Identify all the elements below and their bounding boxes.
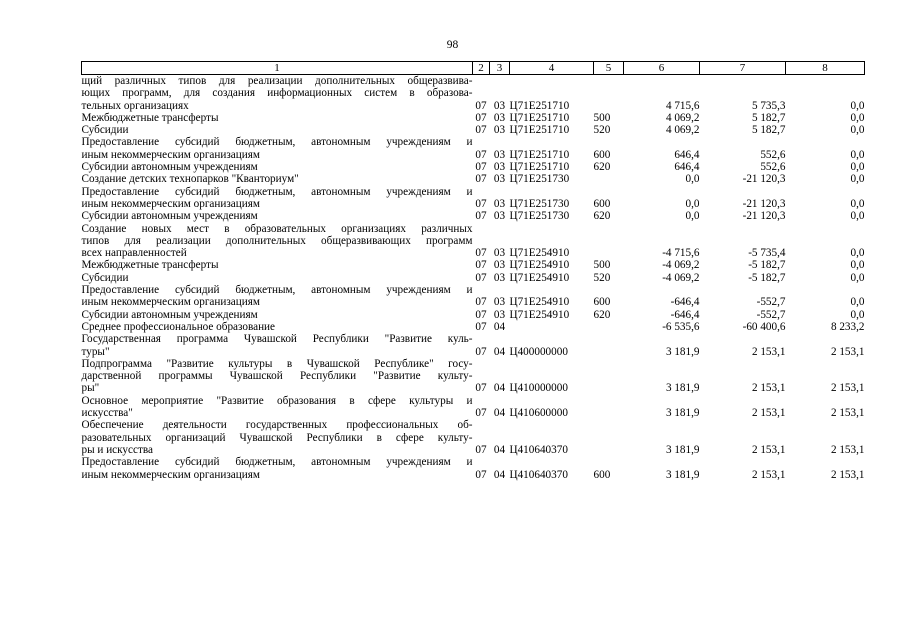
amount-col-6: 4 715,6 (665, 99, 700, 112)
section-code: 07 (475, 443, 487, 456)
column-header-6: 6 (624, 62, 700, 75)
subsection-code: 03 (493, 308, 506, 321)
target-article-code (510, 321, 594, 333)
row-description (82, 124, 473, 136)
description-line: Субсидии автономным учреждениям (81, 161, 258, 174)
table-row (82, 321, 865, 333)
description-line: дарственной программы Чувашской Республики "Развитие культу- (81, 370, 473, 383)
amount-col-7: 552,6 (760, 161, 786, 174)
description-line: Основное мероприятие "Развитие образования в сфере культуры и (81, 394, 473, 407)
table-row (82, 272, 865, 284)
amount-col-8: 2 153,1 (830, 443, 865, 456)
amount-col-6: 0,0 (685, 210, 700, 223)
amount-col-8: 0,0 (850, 296, 865, 309)
expense-type-code (594, 75, 624, 112)
description-line: Субсидии (81, 124, 129, 137)
expense-type-code (594, 173, 624, 185)
amount-col-8: 2 153,1 (830, 468, 865, 481)
table-row (82, 309, 865, 321)
column-header-7: 7 (700, 62, 786, 75)
amount-col-6: -646,4 (670, 308, 700, 321)
subsection-code: 03 (493, 271, 506, 284)
amount-col-8: 0,0 (850, 308, 865, 321)
column-header-3: 3 (490, 62, 510, 75)
subsection-code: 04 (493, 382, 506, 395)
row-description (82, 358, 473, 395)
description-line: Создание новых мест в образовательных организациях различных (81, 222, 473, 235)
row-description (82, 161, 473, 173)
description-line: Среднее профессиональное образование (81, 320, 276, 333)
table-row (82, 456, 865, 481)
amount-col-7: 2 153,1 (751, 407, 786, 420)
row-description (82, 186, 473, 211)
expense-type-code (594, 358, 624, 395)
row-description (82, 272, 473, 284)
description-line: Субсидии автономным учреждениям (81, 308, 258, 321)
amount-col-7: -552,7 (756, 308, 786, 321)
table-row (82, 395, 865, 420)
expense-type-code (594, 395, 624, 420)
description-line: щий различных типов для реализации дополнительных общеразвива- (81, 75, 473, 87)
description-line: Межбюджетные трансферты (81, 259, 219, 272)
section-code: 07 (475, 99, 487, 112)
amount-col-6: 646,4 (674, 148, 700, 161)
target-article-code: Ц410640370 (509, 468, 568, 481)
table-row (82, 75, 865, 112)
amount-col-6: 3 181,9 (665, 382, 700, 395)
description-line: Предоставление субсидий бюджетным, автономным учреждениям и (81, 284, 473, 297)
expense-type-code: 500 (593, 259, 611, 272)
section-code: 07 (475, 124, 487, 137)
amount-col-7: 2 153,1 (751, 443, 786, 456)
section-code: 07 (475, 173, 487, 186)
description-line: Предоставление субсидий бюджетным, автономным учреждениям и (81, 185, 473, 198)
amount-col-8: 0,0 (850, 111, 865, 124)
description-line: иным некоммерческим организациям (81, 148, 260, 161)
row-description (82, 333, 473, 358)
section-code: 07 (475, 308, 487, 321)
subsection-code: 03 (493, 173, 506, 186)
subsection-code: 03 (493, 259, 506, 272)
expense-type-code (594, 223, 624, 260)
target-article-code: Ц410640370 (509, 443, 568, 456)
row-description (82, 259, 473, 271)
description-line: Субсидии автономным учреждениям (81, 210, 258, 223)
amount-col-6: 4 069,2 (665, 124, 700, 137)
section-code: 07 (475, 407, 487, 420)
column-header-8: 8 (786, 62, 865, 75)
amount-col-7: -60 400,6 (742, 320, 786, 333)
expense-type-code: 600 (593, 197, 611, 210)
subsection-code: 03 (493, 161, 506, 174)
target-article-code: Ц71Е251710 (509, 148, 570, 161)
target-article-code: Ц71Е254910 (509, 308, 570, 321)
amount-col-7: 2 153,1 (751, 345, 786, 358)
amount-col-6: 0,0 (685, 197, 700, 210)
description-line: Подпрограмма "Развитие культуры в Чувашской Республике" госу- (81, 357, 473, 370)
amount-col-8: 0,0 (850, 99, 865, 112)
amount-col-7: -552,7 (756, 296, 786, 309)
amount-col-6: 3 181,9 (665, 468, 700, 481)
target-article-code: Ц71Е251710 (509, 99, 570, 112)
row-description (82, 173, 473, 185)
expense-type-code: 620 (593, 161, 611, 174)
page-number: 98 (446, 39, 459, 51)
amount-col-8: 2 153,1 (830, 407, 865, 420)
amount-col-8: 0,0 (850, 148, 865, 161)
section-code: 07 (475, 247, 487, 260)
row-description (82, 75, 473, 112)
amount-col-6: 0,0 (685, 173, 700, 186)
amount-col-8: 0,0 (850, 161, 865, 174)
amount-col-8: 0,0 (850, 259, 865, 272)
column-header-5: 5 (594, 62, 624, 75)
amount-col-7: -5 182,7 (748, 259, 786, 272)
table-row (82, 186, 865, 211)
section-code: 07 (475, 345, 487, 358)
expense-type-code: 600 (593, 148, 611, 161)
amount-col-6: -4 715,6 (662, 247, 700, 260)
description-line: Обеспечение деятельности государственных профессиональных об- (81, 419, 473, 432)
subsection-code: 04 (493, 320, 506, 333)
target-article-code: Ц71Е251730 (509, 197, 570, 210)
target-article-code: Ц71Е254910 (509, 247, 570, 260)
subsection-code: 03 (493, 124, 506, 137)
section-code: 07 (475, 320, 487, 333)
description-line: ры и искусства (81, 443, 153, 456)
subsection-code: 04 (493, 407, 506, 420)
row-description (82, 309, 473, 321)
amount-col-8: 0,0 (850, 173, 865, 186)
description-line: Государственная программа Чувашской Республики "Развитие куль- (81, 333, 473, 346)
header-row (82, 62, 865, 75)
description-line: ры" (81, 382, 100, 395)
description-line: Предоставление субсидий бюджетным, автономным учреждениям и (81, 136, 473, 149)
row-description (82, 419, 473, 456)
amount-col-6: -4 069,2 (662, 259, 700, 272)
subsection-code: 03 (493, 296, 506, 309)
description-line: ющих программ, для создания информационных систем в образова- (81, 87, 473, 100)
amount-col-6: -646,4 (670, 296, 700, 309)
expense-type-code (594, 333, 624, 358)
section-code: 07 (475, 259, 487, 272)
expense-type-code (594, 419, 624, 456)
subsection-code: 04 (493, 468, 506, 481)
description-line: Межбюджетные трансферты (81, 111, 219, 124)
amount-col-6: 3 181,9 (665, 345, 700, 358)
table-row (82, 223, 865, 260)
description-line: иным некоммерческим организациям (81, 468, 260, 481)
expense-type-code: 520 (593, 124, 611, 137)
table-row (82, 136, 865, 161)
amount-col-8: 0,0 (850, 271, 865, 284)
expense-type-code: 620 (593, 210, 611, 223)
section-code: 07 (475, 197, 487, 210)
table-row (82, 210, 865, 222)
expense-type-code: 600 (593, 296, 611, 309)
table-row (82, 284, 865, 309)
amount-col-6: 646,4 (674, 161, 700, 174)
subsection-code: 03 (493, 111, 506, 124)
expense-type-code (594, 321, 624, 333)
target-article-code: Ц71Е251710 (509, 124, 570, 137)
amount-col-8: 0,0 (850, 124, 865, 137)
budget-table (81, 61, 865, 481)
row-description (82, 112, 473, 124)
description-line: Субсидии (81, 271, 129, 284)
amount-col-7: -5 182,7 (748, 271, 786, 284)
amount-col-6: 3 181,9 (665, 407, 700, 420)
section-code: 07 (475, 468, 487, 481)
amount-col-7: 2 153,1 (751, 468, 786, 481)
description-line: иным некоммерческим организациям (81, 197, 260, 210)
description-line: разовательных организаций Чувашской Республики в сфере культу- (81, 431, 473, 444)
subsection-code: 04 (493, 345, 506, 358)
amount-col-7: 2 153,1 (751, 382, 786, 395)
section-code: 07 (475, 210, 487, 223)
column-header-1: 1 (82, 62, 473, 75)
description-line: Создание детских технопарков "Кванториум" (81, 173, 299, 186)
amount-col-7: -21 120,3 (742, 210, 786, 223)
amount-col-8: 2 153,1 (830, 345, 865, 358)
row-description (82, 223, 473, 260)
section-code: 07 (475, 111, 487, 124)
target-article-code: Ц410000000 (509, 382, 568, 395)
description-line: туры" (81, 345, 110, 358)
amount-col-8: 2 153,1 (830, 382, 865, 395)
table-row (82, 161, 865, 173)
description-line: Предоставление субсидий бюджетным, автономным учреждениям и (81, 456, 473, 469)
section-code: 07 (475, 382, 487, 395)
amount-col-6: 4 069,2 (665, 111, 700, 124)
amount-col-6: -4 069,2 (662, 271, 700, 284)
subsection-code: 03 (493, 247, 506, 260)
target-article-code: Ц71Е251710 (509, 111, 570, 124)
amount-col-7: -21 120,3 (742, 173, 786, 186)
target-article-code: Ц400000000 (509, 345, 568, 358)
subsection-code: 03 (493, 148, 506, 161)
table-row (82, 419, 865, 456)
subsection-code: 03 (493, 210, 506, 223)
section-code: 07 (475, 161, 487, 174)
description-line: типов для реализации дополнительных общеразвивающих программ (81, 234, 473, 247)
description-line: всех направленностей (81, 247, 187, 260)
expense-type-code: 620 (593, 308, 611, 321)
column-header-2: 2 (473, 62, 490, 75)
table-row (82, 358, 865, 395)
row-description (82, 136, 473, 161)
amount-col-8: 8 233,2 (830, 320, 865, 333)
amount-col-7: -5 735,4 (748, 247, 786, 260)
expense-type-code: 520 (593, 271, 611, 284)
table-row (82, 124, 865, 136)
table-row (82, 173, 865, 185)
row-description (82, 395, 473, 420)
target-article-code: Ц71Е254910 (509, 296, 570, 309)
section-code: 07 (475, 271, 487, 284)
target-article-code: Ц410600000 (509, 407, 568, 420)
description-line: иным некоммерческим организациям (81, 296, 260, 309)
amount-col-8: 0,0 (850, 210, 865, 223)
amount-col-7: 5 182,7 (751, 124, 786, 137)
row-description (82, 284, 473, 309)
amount-col-6: 3 181,9 (665, 443, 700, 456)
expense-type-code: 600 (593, 468, 611, 481)
table-row (82, 333, 865, 358)
target-article-code: Ц71Е254910 (509, 259, 570, 272)
table-row (82, 259, 865, 271)
amount-col-8: 0,0 (850, 197, 865, 210)
subsection-code: 03 (493, 99, 506, 112)
amount-col-7: 5 735,3 (751, 99, 786, 112)
description-line: тельных организациях (81, 99, 189, 112)
subsection-code: 04 (493, 443, 506, 456)
amount-col-8: 0,0 (850, 247, 865, 260)
target-article-code: Ц71Е251730 (509, 173, 570, 186)
target-article-code: Ц71Е254910 (509, 271, 570, 284)
target-article-code: Ц71Е251730 (509, 210, 570, 223)
target-article-code: Ц71Е251710 (509, 161, 570, 174)
description-line: искусства" (81, 407, 133, 420)
table-row (82, 112, 865, 124)
amount-col-6: -6 535,6 (662, 320, 700, 333)
section-code: 07 (475, 296, 487, 309)
amount-col-7: 5 182,7 (751, 111, 786, 124)
subsection-code: 03 (493, 197, 506, 210)
row-description (82, 321, 473, 333)
column-header-4: 4 (510, 62, 594, 75)
expense-type-code: 500 (593, 111, 611, 124)
section-code: 07 (475, 148, 487, 161)
row-description (82, 456, 473, 481)
amount-col-7: -21 120,3 (742, 197, 786, 210)
amount-col-7: 552,6 (760, 148, 786, 161)
row-description (82, 210, 473, 222)
table-body (82, 75, 865, 481)
